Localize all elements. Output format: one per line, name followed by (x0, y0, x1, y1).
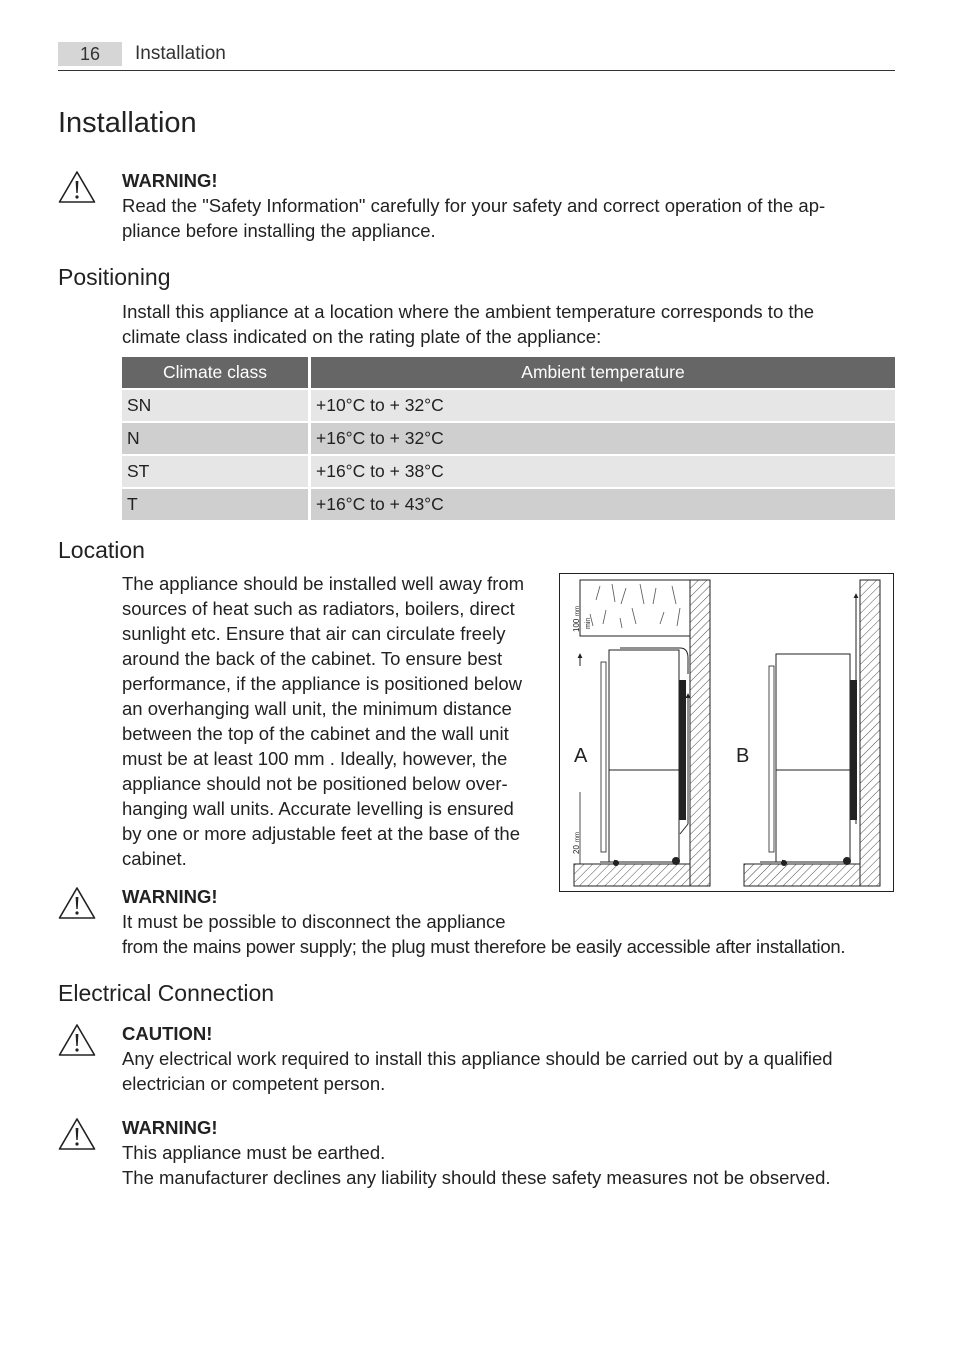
caution-text-line: Any electrical work required to install this appliance should be carried out by a qualified (122, 1048, 833, 1069)
dimension-top-unit: mm (575, 606, 581, 616)
wall-unit (580, 580, 690, 636)
climate-class-cell: ST (122, 456, 311, 487)
climate-class-cell: T (122, 489, 311, 520)
paragraph-line: between the top of the cabinet and the wall unit (122, 723, 509, 744)
paragraph-line: performance, if the appliance is positioned below (122, 673, 523, 694)
figure-label-a: A (574, 745, 588, 767)
floor-hatch-b (744, 864, 860, 886)
dimension-bottom-unit: mm (575, 832, 581, 842)
table-row (122, 456, 895, 487)
paragraph-line: sources of heat such as radiators, boilers, direct (122, 598, 515, 619)
installation-diagram (559, 573, 894, 892)
table-row (122, 489, 895, 520)
warning-triangle-icon (58, 170, 96, 204)
warning-triangle-icon (58, 1117, 96, 1151)
column-header-ambient-temperature: Ambient temperature (311, 357, 895, 388)
paragraph-line: by one or more adjustable feet at the base of the (122, 823, 521, 844)
electrical-caution (122, 1021, 833, 1096)
dimension-top-value: 100 (572, 618, 581, 632)
location-warning (122, 884, 845, 959)
warning-text-line: from the mains power supply; the plug must therefore be easily accessible after installation. (122, 936, 846, 957)
caution-text-line: electrician or competent person. (122, 1073, 386, 1094)
location-heading: Location (58, 537, 145, 563)
paragraph-line: around the back of the cabinet. To ensure best (122, 648, 503, 669)
paragraph-line: sunlight etc. Ensure that air can circulate freely (122, 623, 506, 644)
floor-hatch (574, 864, 690, 886)
page-number: 16 (58, 42, 122, 66)
temperature-cell: +10°C to + 32°C (311, 390, 895, 421)
header-divider (58, 70, 895, 71)
warning-text-line: The manufacturer declines any liability should these safety measures not be observed. (122, 1167, 831, 1188)
warning-label: WARNING! (122, 886, 218, 907)
paragraph-line: Install this appliance at a location where the ambient temperature corresponds to the (122, 301, 815, 322)
warning-triangle-icon (58, 886, 96, 920)
wall-hatch-b (860, 580, 880, 886)
figure-label-b: B (736, 745, 750, 767)
warning-label: WARNING! (122, 1117, 218, 1138)
positioning-text (122, 299, 814, 349)
appliance-b (776, 654, 850, 862)
warning-text-line: Read the "Safety Information" carefully for your safety and correct operation of the ap- (122, 195, 826, 216)
climate-class-table (122, 355, 895, 522)
warning-label: WARNING! (122, 170, 218, 191)
table-header-row (122, 357, 895, 388)
paragraph-line: must be at least 100 mm . Ideally, however, the (122, 748, 508, 769)
paragraph-line: cabinet. (122, 848, 187, 869)
dimension-bottom-value: 20 (572, 845, 581, 854)
location-text (122, 571, 524, 871)
warning-text-line: This appliance must be earthed. (122, 1142, 386, 1163)
climate-class-cell: SN (122, 390, 311, 421)
temperature-cell: +16°C to + 32°C (311, 423, 895, 454)
electrical-warning (122, 1115, 831, 1190)
column-header-climate-class: Climate class (122, 357, 311, 388)
caution-label: CAUTION! (122, 1023, 213, 1044)
climate-class-cell: N (122, 423, 311, 454)
paragraph-line: The appliance should be installed well away from (122, 573, 525, 594)
table-row (122, 423, 895, 454)
dimension-top-note: min (585, 617, 592, 629)
paragraph-line: appliance should not be positioned below over- (122, 773, 508, 794)
temperature-cell: +16°C to + 43°C (311, 489, 895, 520)
paragraph-line: hanging wall units. Accurate levelling is ensured (122, 798, 514, 819)
table-row (122, 390, 895, 421)
electrical-heading: Electrical Connection (58, 980, 275, 1006)
intro-warning (122, 168, 825, 243)
positioning-heading: Positioning (58, 264, 171, 290)
warning-text-line: It must be possible to disconnect the appliance (122, 911, 506, 932)
appliance-a (609, 650, 679, 862)
paragraph-line: climate class indicated on the rating plate of the appliance: (122, 326, 602, 347)
paragraph-line: an overhanging wall unit, the minimum distance (122, 698, 512, 719)
caution-triangle-icon (58, 1023, 96, 1057)
running-header: Installation (135, 43, 226, 64)
temperature-cell: +16°C to + 38°C (311, 456, 895, 487)
wall-hatch (690, 580, 710, 886)
warning-text-line: pliance before installing the appliance. (122, 220, 436, 241)
page-title: Installation (58, 107, 197, 139)
